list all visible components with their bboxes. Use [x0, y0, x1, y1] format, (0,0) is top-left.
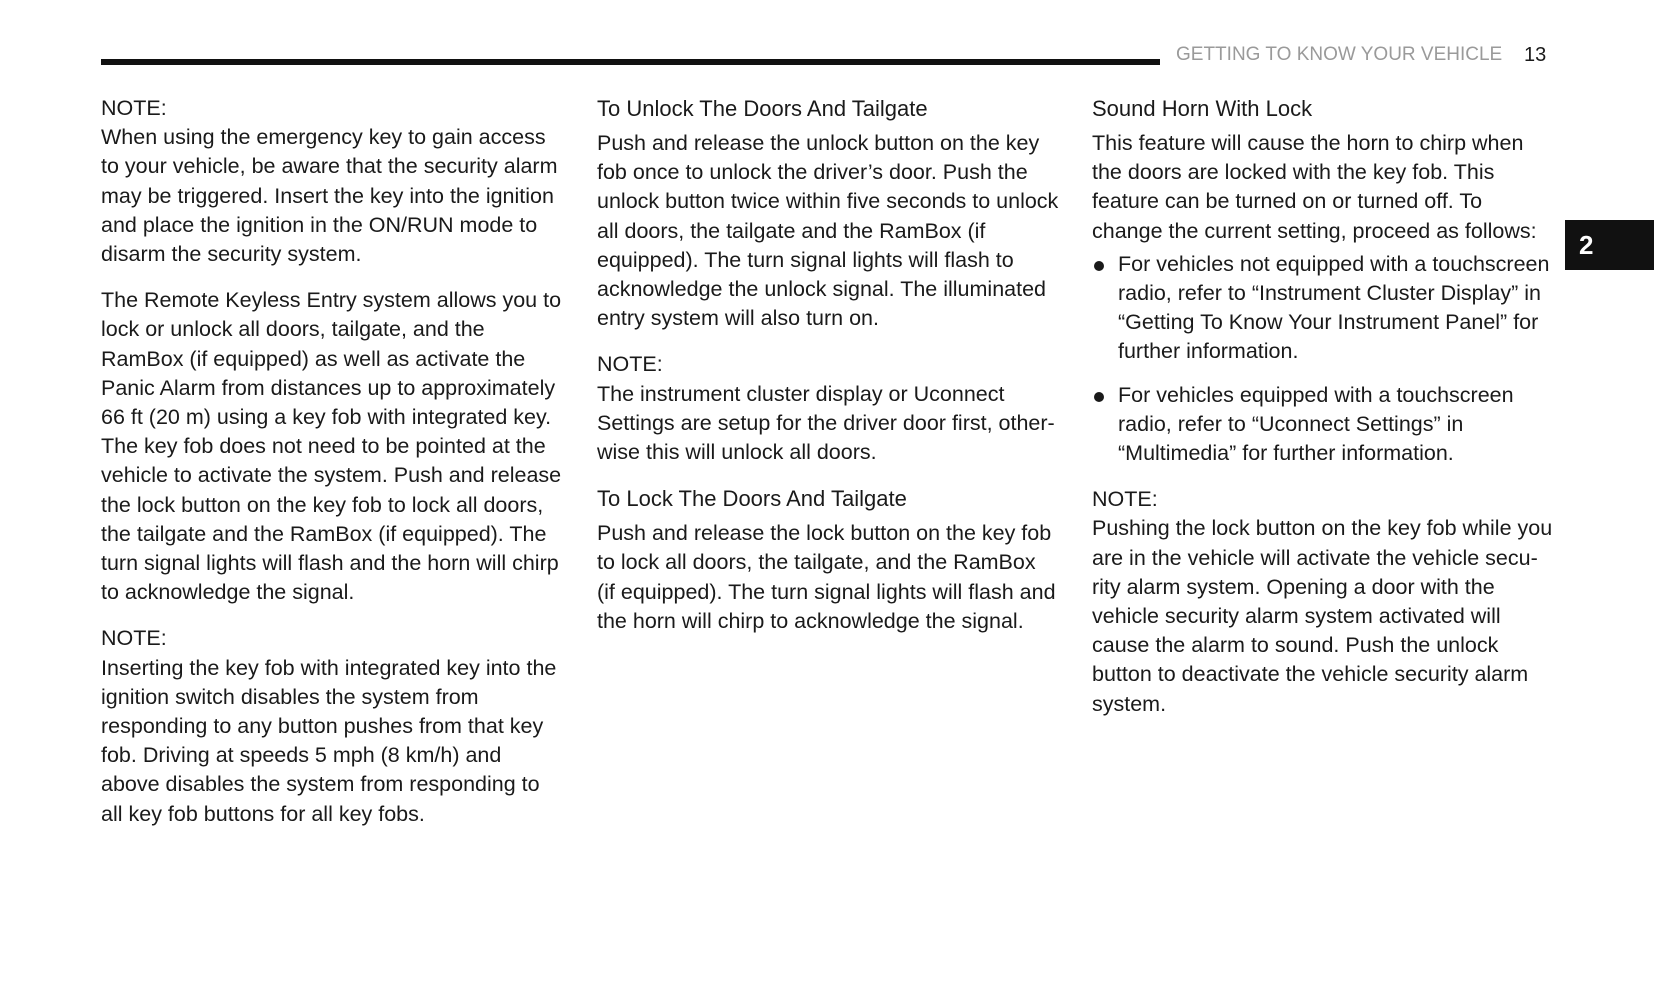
- page-number: 13: [1524, 44, 1547, 66]
- column-3: [1092, 94, 1554, 736]
- note-security-alarm: [1092, 485, 1554, 719]
- unlock-paragraph: Push and release the unlock button on the key fob once to unlock the driver’s door. Push the unlock button twice within five seconds to unlock all doors, the tailgate and the RamBox (if equipped). The turn signal lights will flash to acknowledge the unlock signal. The illuminated entry system will also turn on.: [597, 131, 1059, 331]
- bullet-icon: [1094, 261, 1104, 271]
- list-item: [1092, 381, 1554, 469]
- heading-lock-doors: To Lock The Doors And Tailgate: [597, 486, 907, 512]
- note-label: NOTE:: [597, 352, 663, 377]
- chapter-tab: 2: [1565, 220, 1654, 270]
- bullet-icon: [1094, 392, 1104, 402]
- note-text: The instrument cluster display or Uconnect Settings are setup for the driver door first, other-wise this will unlock all doors.: [597, 381, 1055, 465]
- note-text: Pushing the lock button on the key fob while you are in the vehicle will activate the vehicle secu-rity alarm system. Opening a door with the vehicle security alarm system activated will cause the alarm to sound. Push the unlock button to deactivate the vehicle security alarm system.: [1092, 516, 1553, 716]
- note-label: NOTE:: [1092, 487, 1158, 512]
- sound-horn-paragraph: This feature will cause the horn to chirp when the doors are locked with the key fob. This feature can be turned on or turned off. To change the current setting, proceed as follows:: [1092, 131, 1537, 243]
- note-text: When using the emergency key to gain access to your vehicle, be aware that the security alarm may be triggered. Insert the key into the ignition and place the ignition in the ON/RUN mode to disarm the security system.: [101, 125, 558, 267]
- note-label: NOTE:: [101, 626, 167, 651]
- lock-paragraph: Push and release the lock button on the key fob to lock all doors, the tailgate, and the RamBox (if equipped). The turn signal lights will flash and the horn will chirp to acknowledge the signal.: [597, 521, 1056, 633]
- remote-keyless-entry-paragraph: The Remote Keyless Entry system allows you to lock or unlock all doors, tailgate, and the RamBox (if equipped) as well as activate the Panic Alarm from distances up to approximately 66 ft (20 m) using a key fob with integrated key. The key fob does not need to be pointed at the vehicle to activate the system. Push and release the lock button on the key fob to lock all doors, the tailgate and the RamBox (if equipped). The turn signal lights will flash and the horn will chirp to acknowledge the signal.: [101, 288, 562, 605]
- note-text: Inserting the key fob with integrated key into the ignition switch disables the system from responding to any button pushes from that key fob. Driving at speeds 5 mph (8 km/h) and above disables the system from responding to all key fob buttons for all key fobs.: [101, 655, 557, 826]
- note-key-fob-ignition: [101, 624, 563, 828]
- heading-sound-horn: Sound Horn With Lock: [1092, 96, 1313, 121]
- list-item-text: For vehicles equipped with a touchscreen radio, refer to “Uconnect Settings” in “Multimedia” for further information.: [1118, 382, 1514, 466]
- list-item-text: For vehicles not equipped with a touchscreen radio, refer to “Instrument Cluster Display” in “Getting To Know Your Instrument Panel” for further information.: [1118, 251, 1550, 364]
- running-head: GETTING TO KNOW YOUR VEHICLE: [1176, 44, 1503, 65]
- note-emergency-key: [101, 94, 563, 269]
- column-2: [597, 94, 1059, 653]
- column-1: [101, 94, 563, 846]
- heading-unlock-doors: To Unlock The Doors And Tailgate: [597, 96, 928, 121]
- note-label: NOTE:: [101, 96, 167, 120]
- list-item: [1092, 250, 1554, 367]
- header-rule: [101, 59, 1160, 65]
- settings-bullet-list: [1092, 250, 1554, 468]
- note-unlock-setup: [597, 350, 1059, 467]
